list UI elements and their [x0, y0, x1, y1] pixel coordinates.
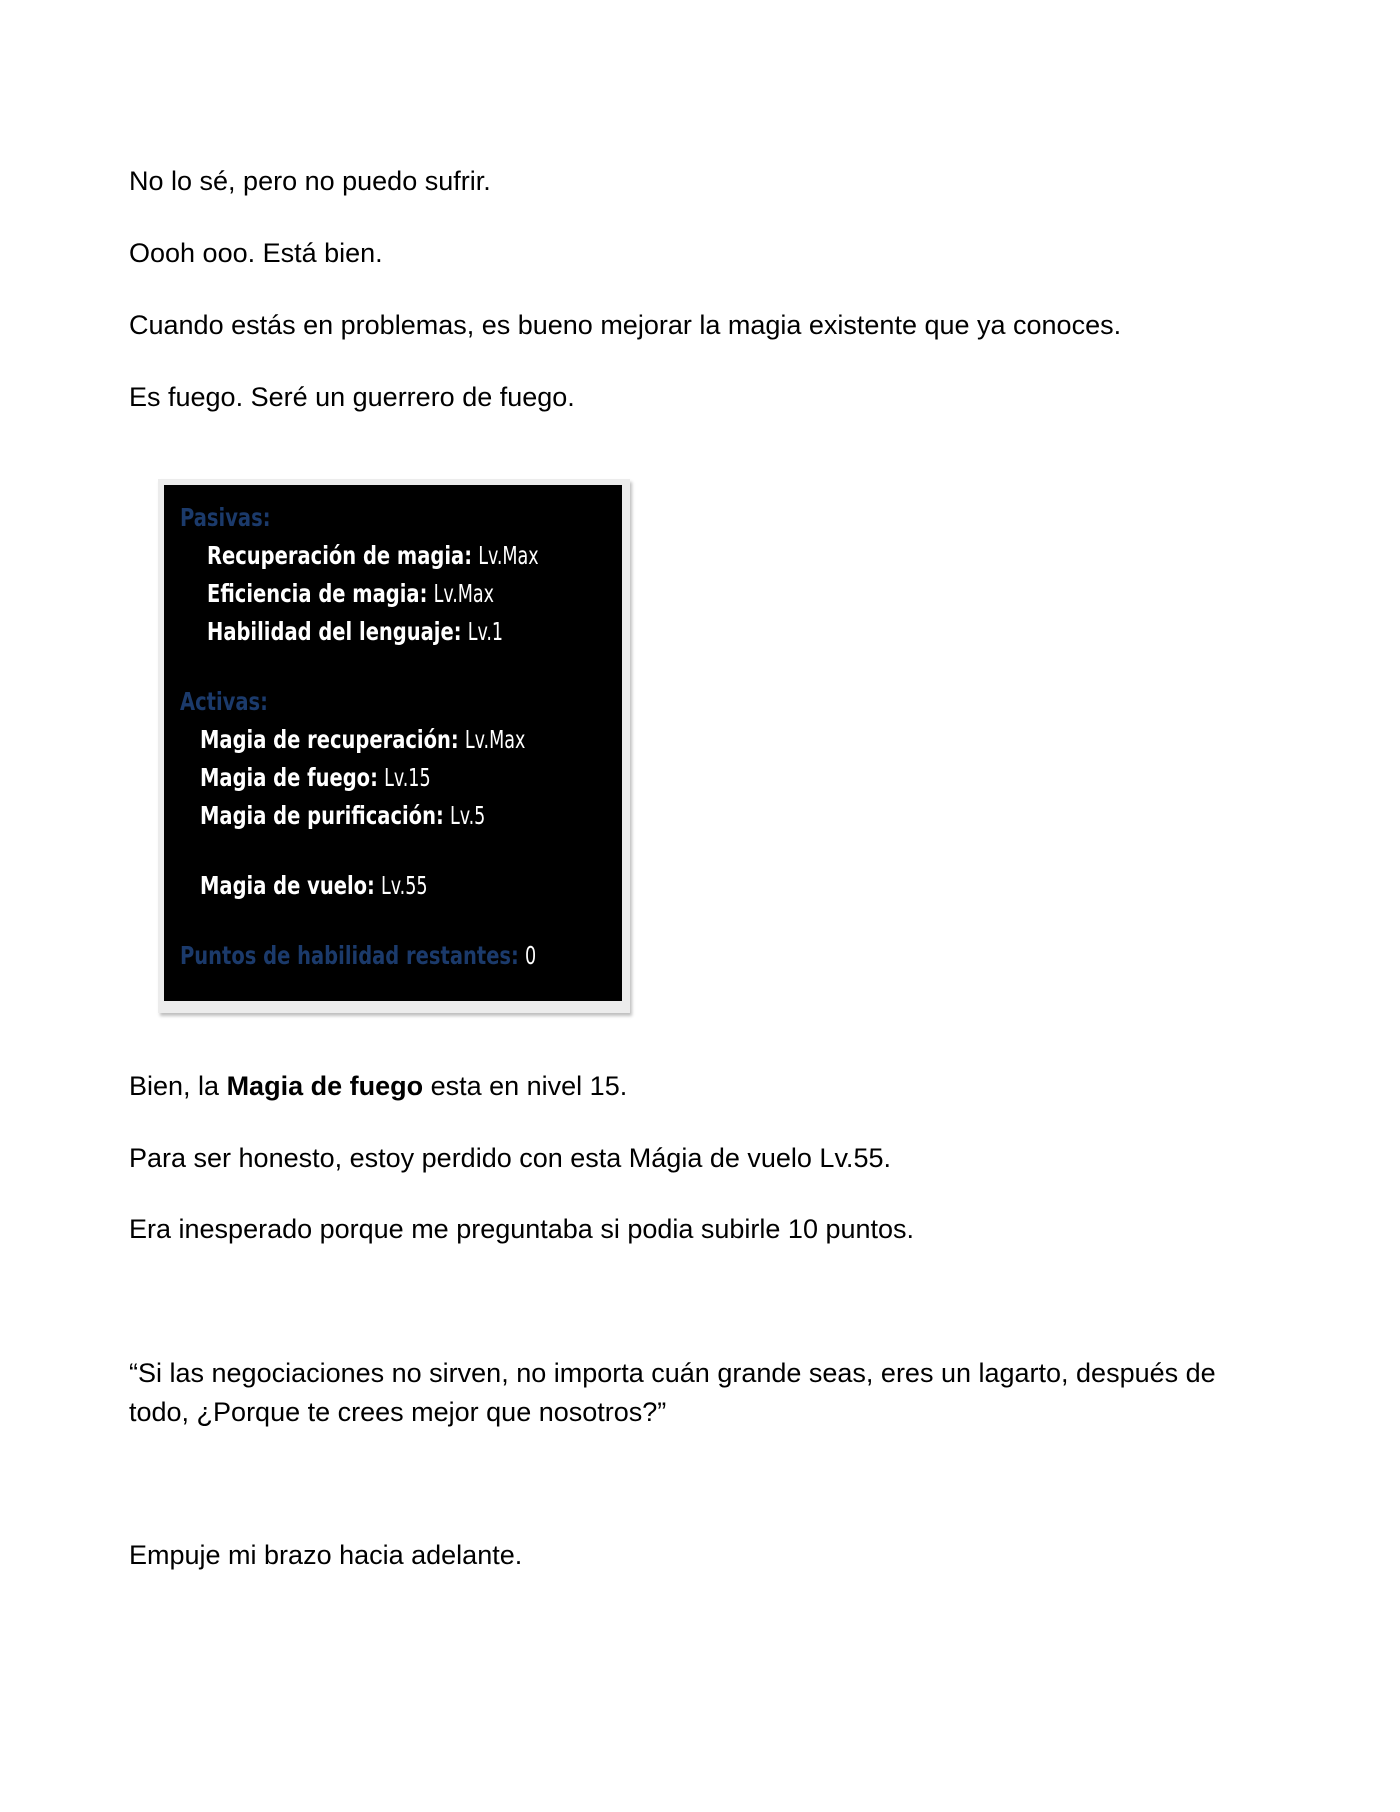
- active-skill-row: [200, 869, 428, 903]
- paragraph-6: Para ser honesto, estoy perdido con esta Mágia de vuelo Lv.55.: [129, 1143, 891, 1173]
- skill-level: Lv.1: [467, 617, 504, 646]
- paragraph-5-start: Bien, la: [129, 1071, 227, 1101]
- paragraph-5-end: esta en nivel 15.: [423, 1071, 628, 1101]
- active-skill-row: [200, 723, 525, 757]
- paragraph-5: [129, 1067, 627, 1106]
- skill-level: Lv.Max: [464, 725, 526, 754]
- status-panel: [164, 485, 622, 1001]
- skill-name: Magia de vuelo:: [200, 871, 375, 900]
- paragraph-7: Era inesperado porque me preguntaba si podia subirle 10 puntos.: [129, 1214, 915, 1244]
- paragraph-5-bold: Magia de fuego: [226, 1071, 424, 1101]
- paragraph-4: Es fuego. Seré un guerrero de fuego.: [129, 382, 575, 412]
- actives-heading: Activas:: [180, 687, 268, 716]
- skill-level: Lv.5: [449, 801, 486, 830]
- skill-name: Recuperación de magia:: [207, 541, 473, 570]
- skill-level: Lv.Max: [478, 541, 539, 570]
- passives-heading: Pasivas:: [180, 503, 271, 532]
- skill-points-value: 0: [525, 941, 537, 970]
- status-window: [158, 479, 630, 1013]
- skill-name: Magia de recuperación:: [200, 725, 459, 754]
- paragraph-1: No lo sé, pero no puedo sufrir.: [129, 166, 491, 196]
- skill-name: Habilidad del lenguaje:: [207, 617, 462, 646]
- skill-points-label: Puntos de habilidad restantes:: [180, 941, 519, 970]
- skill-level: Lv.15: [384, 763, 431, 792]
- skill-level: Lv.Max: [433, 579, 495, 608]
- passive-skill-row: [207, 577, 494, 611]
- skill-name: Magia de purificación:: [200, 801, 444, 830]
- active-skill-row: [200, 761, 431, 795]
- skill-name: Eficiencia de magia:: [207, 579, 428, 608]
- paragraph-3: Cuando estás en problemas, es bueno mejorar la magia existente que ya conoces.: [129, 310, 1122, 340]
- passive-skill-row: [207, 615, 503, 649]
- paragraph-8: “Si las negociaciones no sirven, no importa cuán grande seas, eres un lagarto, después de todo, ¿Porque te crees mejor que nosotros?”: [129, 1358, 1216, 1427]
- skill-points-row: [180, 939, 536, 973]
- passive-skill-row: [207, 539, 539, 573]
- paragraph-9: Empuje mi brazo hacia adelante.: [129, 1540, 523, 1570]
- active-skill-row: [200, 799, 485, 833]
- skill-name: Magia de fuego:: [200, 763, 378, 792]
- skill-level: Lv.55: [381, 871, 428, 900]
- paragraph-2: Oooh ooo. Está bien.: [129, 238, 383, 268]
